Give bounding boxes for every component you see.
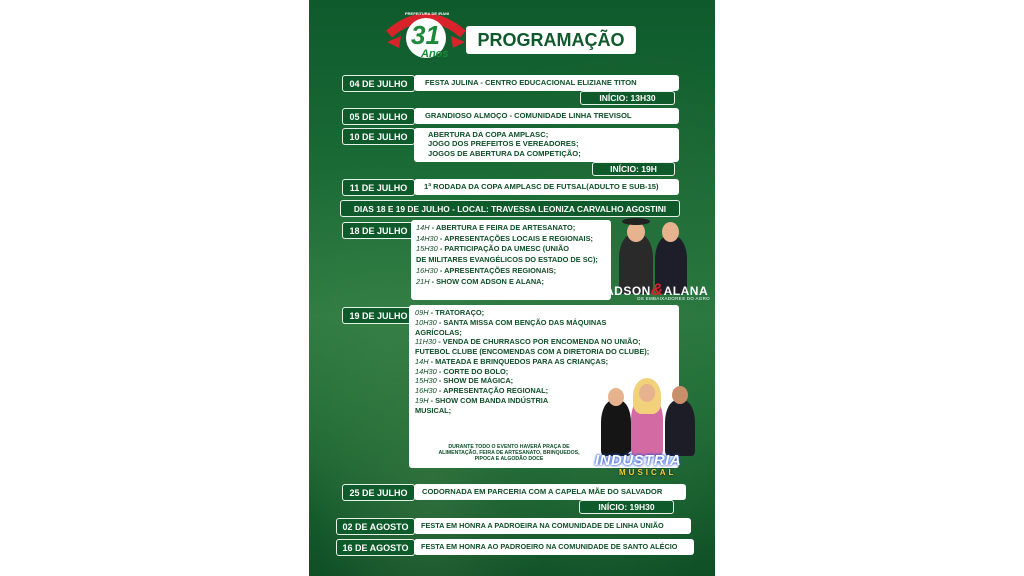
date-label: 04 DE JULHO [342, 75, 415, 92]
artist-figure [601, 400, 631, 456]
date-label: 19 DE JULHO [342, 307, 415, 324]
artist-photo-industria-musical [595, 372, 699, 456]
artist-tagline: OS EMBAIXADORES DO AGRO [637, 296, 710, 301]
anniversary-number: 31 [411, 20, 440, 50]
artist-logo-musical: MUSICAL [619, 468, 677, 477]
start-time-label: INÍCIO: 19H30 [579, 500, 674, 514]
artist-head [672, 386, 688, 404]
artist-logo-adson-alana: ADSON&ALANA [605, 280, 709, 299]
event-box: FESTA EM HONRA A PADROEIRA NA COMUNIDADE DE LINHA UNIÃO [414, 518, 691, 534]
ribbon-text: PREFEITURA DE IRANI [405, 11, 450, 16]
artist-head [639, 384, 655, 402]
date-label: 02 DE AGOSTO [336, 518, 415, 535]
date-label: 10 DE JULHO [342, 128, 415, 145]
event-box: CODORNADA EM PARCERIA COM A CAPELA MÃE DO SALVADOR [414, 484, 686, 500]
date-label: 18 DE JULHO [342, 222, 415, 239]
event-box: 14H - ABERTURA E FEIRA DE ARTESANATO; 14H30 - APRESENTAÇÕES LOCAIS E REGIONAIS; 15H30 - PARTICIPAÇÃO DA UMESC (UNIÃO DE MILITARES EVANGÉLICOS DO ESTADO DE SC); 16H30 - APRESENTAÇÕES REGIONAIS; 21H - SHOW COM ADSON E ALANA; [411, 220, 611, 300]
date-label: 25 DE JULHO [342, 484, 415, 501]
artist-head [627, 222, 645, 242]
hat-icon [622, 218, 650, 225]
date-label: 16 DE AGOSTO [336, 539, 415, 556]
event-box: 1ª RODADA DA COPA AMPLASC DE FUTSAL(ADULTO E SUB-15) [414, 179, 679, 195]
start-time-label: INÍCIO: 19H [592, 162, 675, 176]
anniversary-word: Anos [421, 48, 449, 60]
start-time-label: INÍCIO: 13H30 [580, 91, 675, 105]
artist-figure [665, 400, 695, 456]
event-box: FESTA EM HONRA AO PADROEIRO NA COMUNIDADE DE SANTO ALÉCIO [414, 539, 694, 555]
date-label: 11 DE JULHO [342, 179, 415, 196]
anniversary-logo [383, 8, 469, 66]
event-box: 09H - TRATORAÇO; 10H30 - SANTA MISSA COM BENÇÃO DAS MÁQUINAS AGRÍCOLAS; 11H30 - VENDA DE CHURRASCO POR ENCOMENDA NO UNIÃO; FUTEBOL CLUBE (ENCOMENDAS COM A DIRETORIA DO CLUBE); 14H - MATEADA E BRINQUEDOS PARA AS CRIANÇAS; 14H30 - CORTE DO BOLO; 15H30 - SHOW DE MÁGICA; 16H30 - APRESENTAÇÃO REGIONAL; 19H - SHOW COM BANDA INDÚSTRIA MUSICAL; [409, 305, 679, 468]
event-poster [309, 0, 715, 576]
event-box: GRANDIOSO ALMOÇO - COMUNIDADE LINHA TREVISOL [414, 108, 679, 124]
event-box: FESTA JULINA - CENTRO EDUCACIONAL ELIZIANE TITON [414, 75, 679, 91]
event-box: ABERTURA DA COPA AMPLASC; JOGO DOS PREFEITOS E VEREADORES; JOGOS DE ABERTURA DA COMPETIÇÃO; [414, 128, 679, 162]
artist-head [608, 388, 624, 406]
location-banner: DIAS 18 E 19 DE JULHO - LOCAL: TRAVESSA LEONIZA CARVALHO AGOSTINI [340, 200, 680, 217]
artist-logo-industria: INDÚSTRIA [595, 452, 682, 469]
page-title: PROGRAMAÇÃO [466, 26, 636, 54]
artist-head [662, 222, 679, 242]
date-label: 05 DE JULHO [342, 108, 415, 125]
event-note: DURANTE TODO O EVENTO HAVERÁ PRAÇA DE ALIMENTAÇÃO, FEIRA DE ARTESANATO, BRINQUEDOS, PIPOCA E ALGODÃO DOCE [438, 444, 580, 463]
